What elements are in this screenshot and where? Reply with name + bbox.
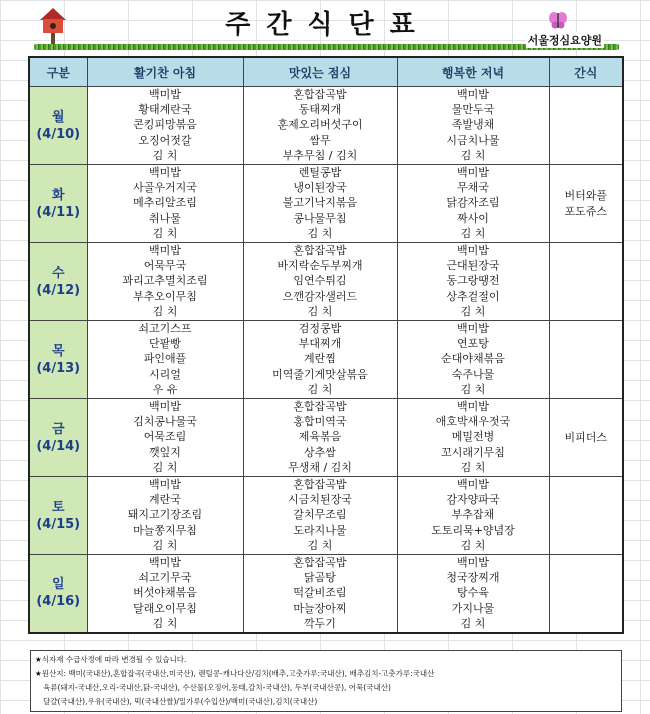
menu-item: 달래오이무침 (133, 601, 197, 615)
day-date: (4/13) (36, 360, 81, 376)
menu-item: 숙주나물 (451, 367, 495, 381)
day-date: (4/15) (36, 516, 81, 532)
dinner-cell (397, 555, 549, 633)
dinner-cell (397, 321, 549, 399)
footer-note: ★원산지: 백미(국내산),혼합잡곡(국내산,미국산), 렌틸콩-캐나다산/김치(배추,고춧가루:국내산), 배추김치-고춧가루:국내산 (35, 669, 435, 678)
menu-item: 어묵무국 (143, 259, 187, 273)
menu-item: 백미밥 (457, 166, 489, 179)
header-breakfast: 활기찬 아침 (87, 57, 243, 87)
menu-item: 단팥빵 (149, 337, 181, 351)
day-row (29, 165, 623, 243)
day-row (29, 243, 623, 321)
lunch-cell (243, 321, 397, 399)
menu-item: 도라지나물 (293, 523, 347, 537)
menu-item: 닭감자조림 (446, 196, 500, 210)
menu-item: 청국장찌개 (446, 571, 500, 585)
menu-item: 쌈무 (309, 133, 331, 147)
menu-item: 취나물 (149, 211, 181, 225)
day-cell (29, 243, 87, 321)
day-name: 화 (51, 187, 65, 203)
menu-item: 백미밥 (149, 244, 181, 257)
day-row (29, 399, 623, 477)
menu-item: 연포탕 (457, 337, 489, 351)
menu-item: 훈제오리버섯구이 (277, 118, 363, 132)
header-lunch: 맛있는 점심 (243, 57, 397, 87)
day-cell (29, 165, 87, 243)
menu-item: 김 치 (307, 304, 333, 318)
menu-item: 백미밥 (457, 88, 489, 101)
menu-item: 떡갈비조림 (293, 586, 347, 600)
breakfast-cell (87, 321, 243, 399)
menu-item: 깻잎지 (149, 445, 181, 459)
day-row (29, 87, 623, 165)
menu-item: 백미밥 (457, 556, 489, 569)
menu-item: 혼합잡곡밥 (293, 400, 347, 413)
dinner-cell (397, 165, 549, 243)
menu-item: 짜사이 (457, 211, 489, 225)
day-date: (4/14) (36, 438, 81, 454)
header-snack: 간식 (549, 57, 623, 87)
menu-item: 우 유 (152, 382, 178, 396)
menu-item: 콩나물무침 (293, 211, 347, 225)
dinner-cell (397, 87, 549, 165)
snack-cell (549, 87, 623, 165)
menu-item: 마늘장아찌 (293, 601, 347, 615)
snack-cell: 버터와플 포도쥬스 (549, 165, 623, 243)
menu-item: 김 치 (152, 616, 178, 630)
menu-item: 김 치 (460, 226, 486, 240)
menu-item: 렌틸콩밥 (298, 166, 342, 179)
menu-item: 백미밥 (457, 322, 489, 335)
menu-item: 물만두국 (451, 103, 495, 117)
menu-item: 상추쌈 (304, 445, 336, 459)
weekly-menu-table (28, 56, 624, 634)
menu-item: 백미밥 (149, 88, 181, 101)
menu-item: 도토리묵+양념장 (431, 523, 515, 537)
menu-item: 백미밥 (149, 556, 181, 569)
breakfast-cell (87, 165, 243, 243)
menu-item: 꼬시래기무침 (441, 445, 505, 459)
menu-item: 꽈리고추멸치조림 (122, 274, 208, 288)
menu-item: 검정콩밥 (298, 322, 342, 335)
header-category: 구분 (29, 57, 87, 87)
menu-item: 감자양파국 (446, 493, 500, 507)
menu-item: 어묵조림 (143, 430, 187, 444)
footer-note: 육류(돼지-국내산,오리-국내산,닭-국내산), 수산물(오징어,동태,갈치-국내산), 두부(국내산콩), 어묵(국내산) (43, 683, 391, 692)
lunch-cell (243, 165, 397, 243)
menu-item: 부추오이무침 (133, 289, 197, 303)
menu-item: 시금치된장국 (288, 493, 352, 507)
menu-item: 무생채 / 김치 (288, 460, 352, 474)
menu-item: 김 치 (460, 538, 486, 552)
menu-item: 탕수육 (457, 586, 489, 600)
menu-item: 백미밥 (149, 478, 181, 491)
menu-item: 쇠고기스프 (138, 322, 192, 335)
menu-item: 무채국 (457, 181, 489, 195)
footer-notes (30, 650, 622, 712)
breakfast-cell (87, 555, 243, 633)
menu-item: 메밀전병 (451, 430, 495, 444)
lunch-cell (243, 243, 397, 321)
menu-item: 김 치 (152, 226, 178, 240)
day-name: 금 (51, 421, 65, 437)
snack-cell: 비피더스 (549, 399, 623, 477)
header (28, 0, 622, 56)
menu-item: 사골우거지국 (133, 181, 197, 195)
menu-item: 백미밥 (457, 400, 489, 413)
menu-item: 근대된장국 (446, 259, 500, 273)
day-row (29, 477, 623, 555)
menu-item: 제육볶음 (298, 430, 342, 444)
menu-item: 김 치 (152, 304, 178, 318)
menu-item: 불고기낙지볶음 (282, 196, 358, 210)
menu-item: 김 치 (307, 226, 333, 240)
menu-item: 백미밥 (457, 478, 489, 491)
table-header-row (29, 57, 623, 87)
dinner-cell (397, 243, 549, 321)
organization-name: 서울정심요양원 (527, 34, 602, 47)
menu-item: 김 치 (460, 382, 486, 396)
day-cell (29, 399, 87, 477)
menu-item: 홍합미역국 (293, 415, 347, 429)
menu-item: 족발냉채 (451, 118, 495, 132)
footer-note: 달걀(국내산),우유(국내산), 떡(국내산쌀)/밀가루(수입산)/백미(국내산),김치(국내산) (43, 697, 318, 706)
menu-item: 백미밥 (149, 166, 181, 179)
menu-item: 김 치 (152, 460, 178, 474)
dinner-cell (397, 477, 549, 555)
menu-item: 돼지고기장조림 (127, 508, 203, 522)
lunch-cell (243, 87, 397, 165)
menu-item: 가지나물 (451, 601, 495, 615)
menu-item: 쇠고기무국 (138, 571, 192, 585)
menu-item: 김 치 (460, 616, 486, 630)
menu-item: 혼합잡곡밥 (293, 556, 347, 569)
day-date: (4/11) (36, 204, 81, 220)
menu-item: 동태찌개 (298, 103, 342, 117)
menu-item: 황태계란국 (138, 103, 192, 117)
breakfast-cell (87, 477, 243, 555)
menu-item: 김 치 (307, 538, 333, 552)
menu-item: 임연수튀김 (293, 274, 347, 288)
lunch-cell (243, 399, 397, 477)
day-date: (4/12) (36, 282, 81, 298)
menu-item: 김 치 (460, 304, 486, 318)
menu-item: 콘킹피망볶음 (133, 118, 197, 132)
menu-item: 애호박새우젓국 (435, 415, 511, 429)
menu-item: 파인애플 (143, 352, 187, 366)
day-cell (29, 87, 87, 165)
menu-item: 동그랑땡전 (446, 274, 500, 288)
day-row (29, 321, 623, 399)
menu-item: 혼합잡곡밥 (293, 88, 347, 101)
menu-item: 김 치 (152, 148, 178, 162)
menu-body (29, 87, 623, 633)
menu-item: 상추겉절이 (446, 289, 500, 303)
menu-item: 혼합잡곡밥 (293, 478, 347, 491)
menu-item: 계란찜 (304, 352, 336, 366)
day-row (29, 555, 623, 633)
footer-note: ★식자재 수급사정에 따라 변경될 수 있습니다. (35, 655, 187, 664)
menu-item: 부추잡채 (451, 508, 495, 522)
menu-item: 시금치나물 (446, 133, 500, 147)
menu-item: 오징어젓갈 (138, 133, 192, 147)
day-name: 토 (51, 499, 65, 515)
lunch-cell (243, 555, 397, 633)
day-date: (4/16) (36, 594, 81, 610)
snack-cell (549, 555, 623, 633)
day-name: 일 (51, 577, 65, 593)
lunch-cell (243, 477, 397, 555)
menu-item: 바지락순두부찌개 (277, 259, 363, 273)
menu-item: 갈치무조림 (293, 508, 347, 522)
menu-item: 부추무침 / 김치 (282, 148, 358, 162)
menu-item: 마늘쫑지무침 (133, 523, 197, 537)
menu-item: 김치콩나물국 (133, 415, 197, 429)
menu-item: 시리얼 (149, 367, 181, 381)
dinner-cell (397, 399, 549, 477)
snack-cell (549, 243, 623, 321)
menu-item: 깍두기 (304, 616, 336, 630)
menu-item: 닭곰탕 (304, 571, 336, 585)
menu-item: 김 치 (460, 460, 486, 474)
menu-item: 백미밥 (149, 400, 181, 413)
day-cell (29, 477, 87, 555)
menu-item: 미역줄기게맛살볶음 (272, 367, 368, 381)
menu-item: 냉이된장국 (293, 181, 347, 195)
menu-sheet (28, 0, 622, 714)
menu-item: 김 치 (460, 148, 486, 162)
breakfast-cell (87, 399, 243, 477)
menu-item: 부대찌개 (298, 337, 342, 351)
menu-item: 김 치 (152, 538, 178, 552)
breakfast-cell (87, 243, 243, 321)
butterfly-icon (548, 10, 568, 30)
day-name: 수 (51, 265, 65, 281)
snack-cell (549, 477, 623, 555)
page-title: 주간식단표 (225, 10, 431, 40)
day-date: (4/10) (36, 126, 81, 142)
menu-item: 혼합잡곡밥 (293, 244, 347, 257)
menu-item: 순대야채볶음 (441, 352, 505, 366)
day-name: 월 (51, 109, 65, 125)
menu-item: 김 치 (307, 382, 333, 396)
header-dinner: 행복한 저녁 (397, 57, 549, 87)
snack-cell (549, 321, 623, 399)
breakfast-cell (87, 87, 243, 165)
menu-item: 백미밥 (457, 244, 489, 257)
day-cell (29, 321, 87, 399)
day-name: 목 (51, 343, 65, 359)
menu-item: 메추리알조림 (133, 196, 197, 210)
menu-item: 으깬감자샐러드 (282, 289, 358, 303)
menu-item: 계란국 (149, 493, 181, 507)
menu-item: 버섯야채볶음 (133, 586, 197, 600)
day-cell (29, 555, 87, 633)
